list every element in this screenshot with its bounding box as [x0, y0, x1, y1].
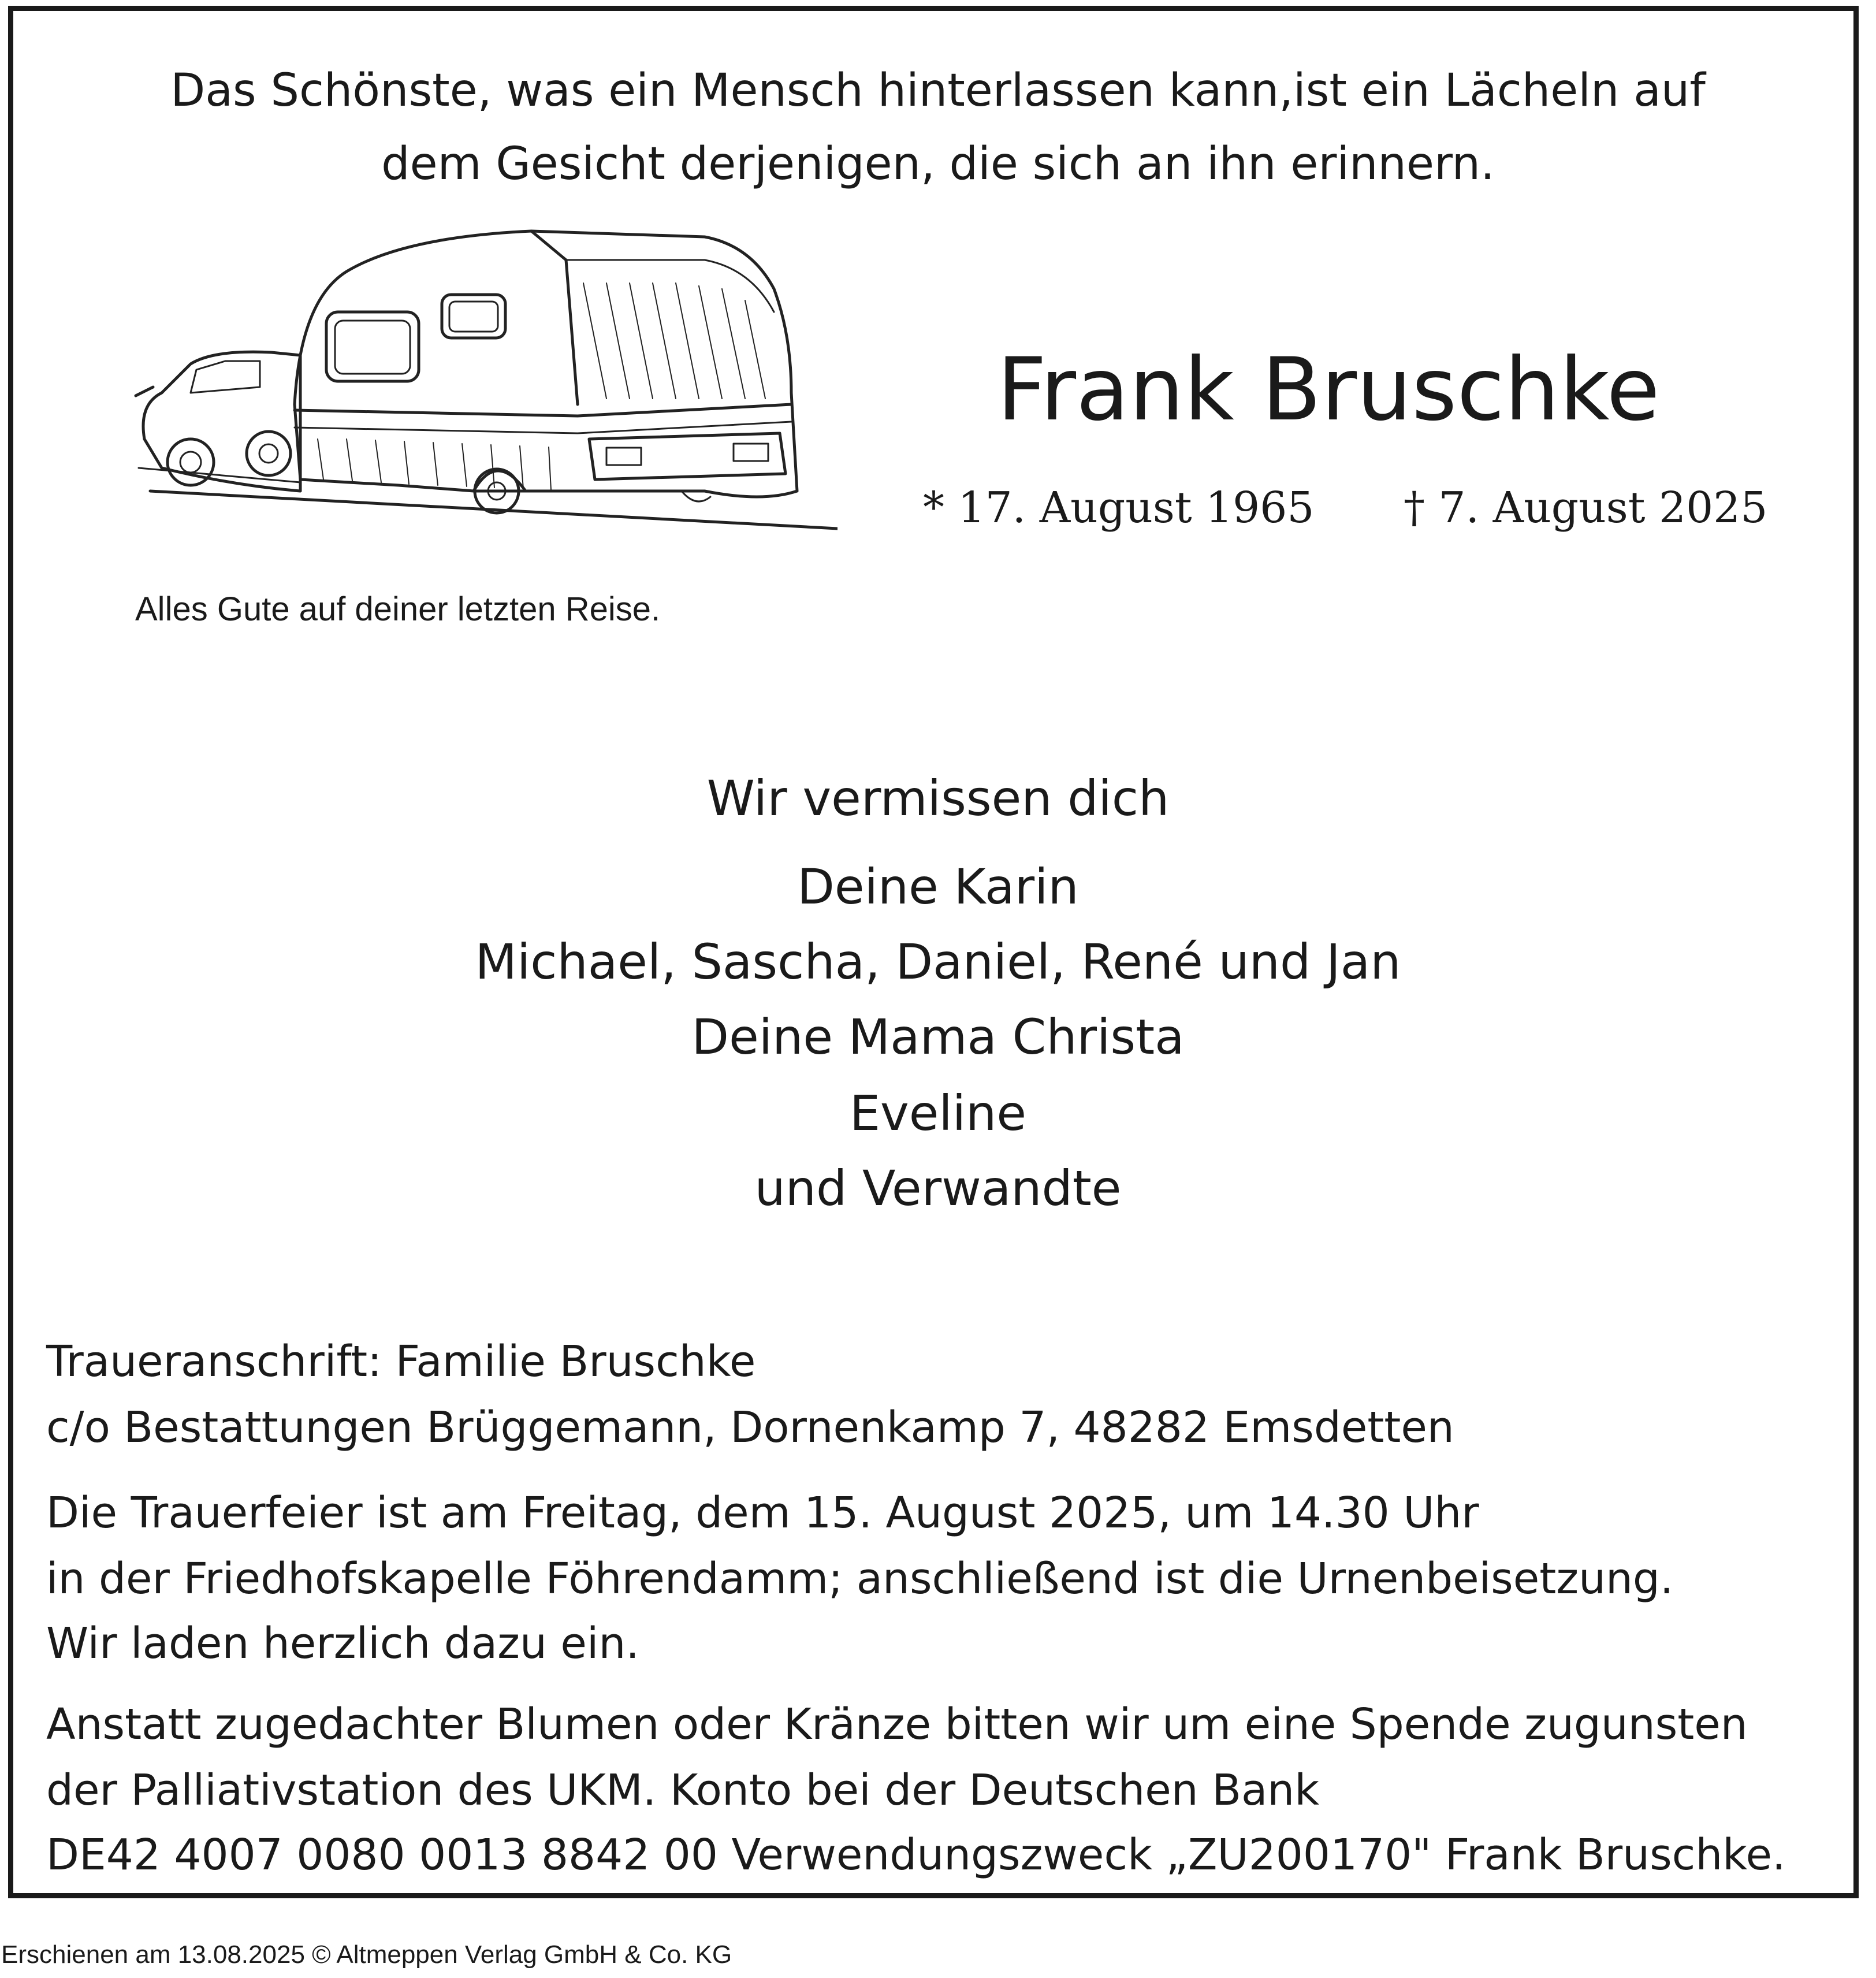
ceremony-line-3: Wir laden herzlich dazu ein. — [46, 1619, 639, 1668]
birth-date: * 17. August 1965 — [923, 483, 1315, 533]
car-with-caravan-icon — [127, 220, 838, 543]
condolence-address-line-2: c/o Bestattungen Brüggemann, Dornenkamp 7, 48282 Emsdetten — [46, 1403, 1454, 1452]
condolence-address-line-1: Traueranschrift: Familie Bruschke — [46, 1337, 756, 1386]
ceremony-line-2: in der Friedhofskapelle Föhrendamm; anschließend ist die Urnenbeisetzung. — [46, 1554, 1674, 1604]
donation-line-3: DE42 4007 0080 0013 8842 00 Verwendungszweck „ZU200170" Frank Bruschke. — [46, 1830, 1786, 1880]
mourner-line: und Verwandte — [754, 1160, 1122, 1217]
publication-footer: Erschienen am 13.08.2025 © Altmeppen Verlag GmbH & Co. KG — [1, 1940, 732, 1969]
death-date: † 7. August 2025 — [1404, 483, 1768, 533]
quote-line-1: Das Schönste, was ein Mensch hinterlassen kann,ist ein Lächeln auf — [170, 65, 1706, 117]
mourner-line: Deine Mama Christa — [691, 1009, 1185, 1065]
mourner-line: Deine Karin — [797, 858, 1079, 915]
deceased-name: Frank Bruschke — [997, 340, 1660, 440]
mourner-line: Eveline — [849, 1085, 1027, 1142]
quote-line-2: dem Gesicht derjenigen, die sich an ihn erinnern. — [381, 138, 1495, 190]
mourners-intro: Wir vermissen dich — [706, 770, 1170, 827]
farewell-caption: Alles Gute auf deiner letzten Reise. — [135, 590, 661, 628]
mourner-line: Michael, Sascha, Daniel, René und Jan — [475, 934, 1401, 990]
donation-line-1: Anstatt zugedachter Blumen oder Kränze bitten wir um eine Spende zugunsten — [46, 1700, 1748, 1749]
ceremony-line-1: Die Trauerfeier ist am Freitag, dem 15. August 2025, um 14.30 Uhr — [46, 1488, 1479, 1538]
donation-line-2: der Palliativstation des UKM. Konto bei der Deutschen Bank — [46, 1765, 1320, 1815]
